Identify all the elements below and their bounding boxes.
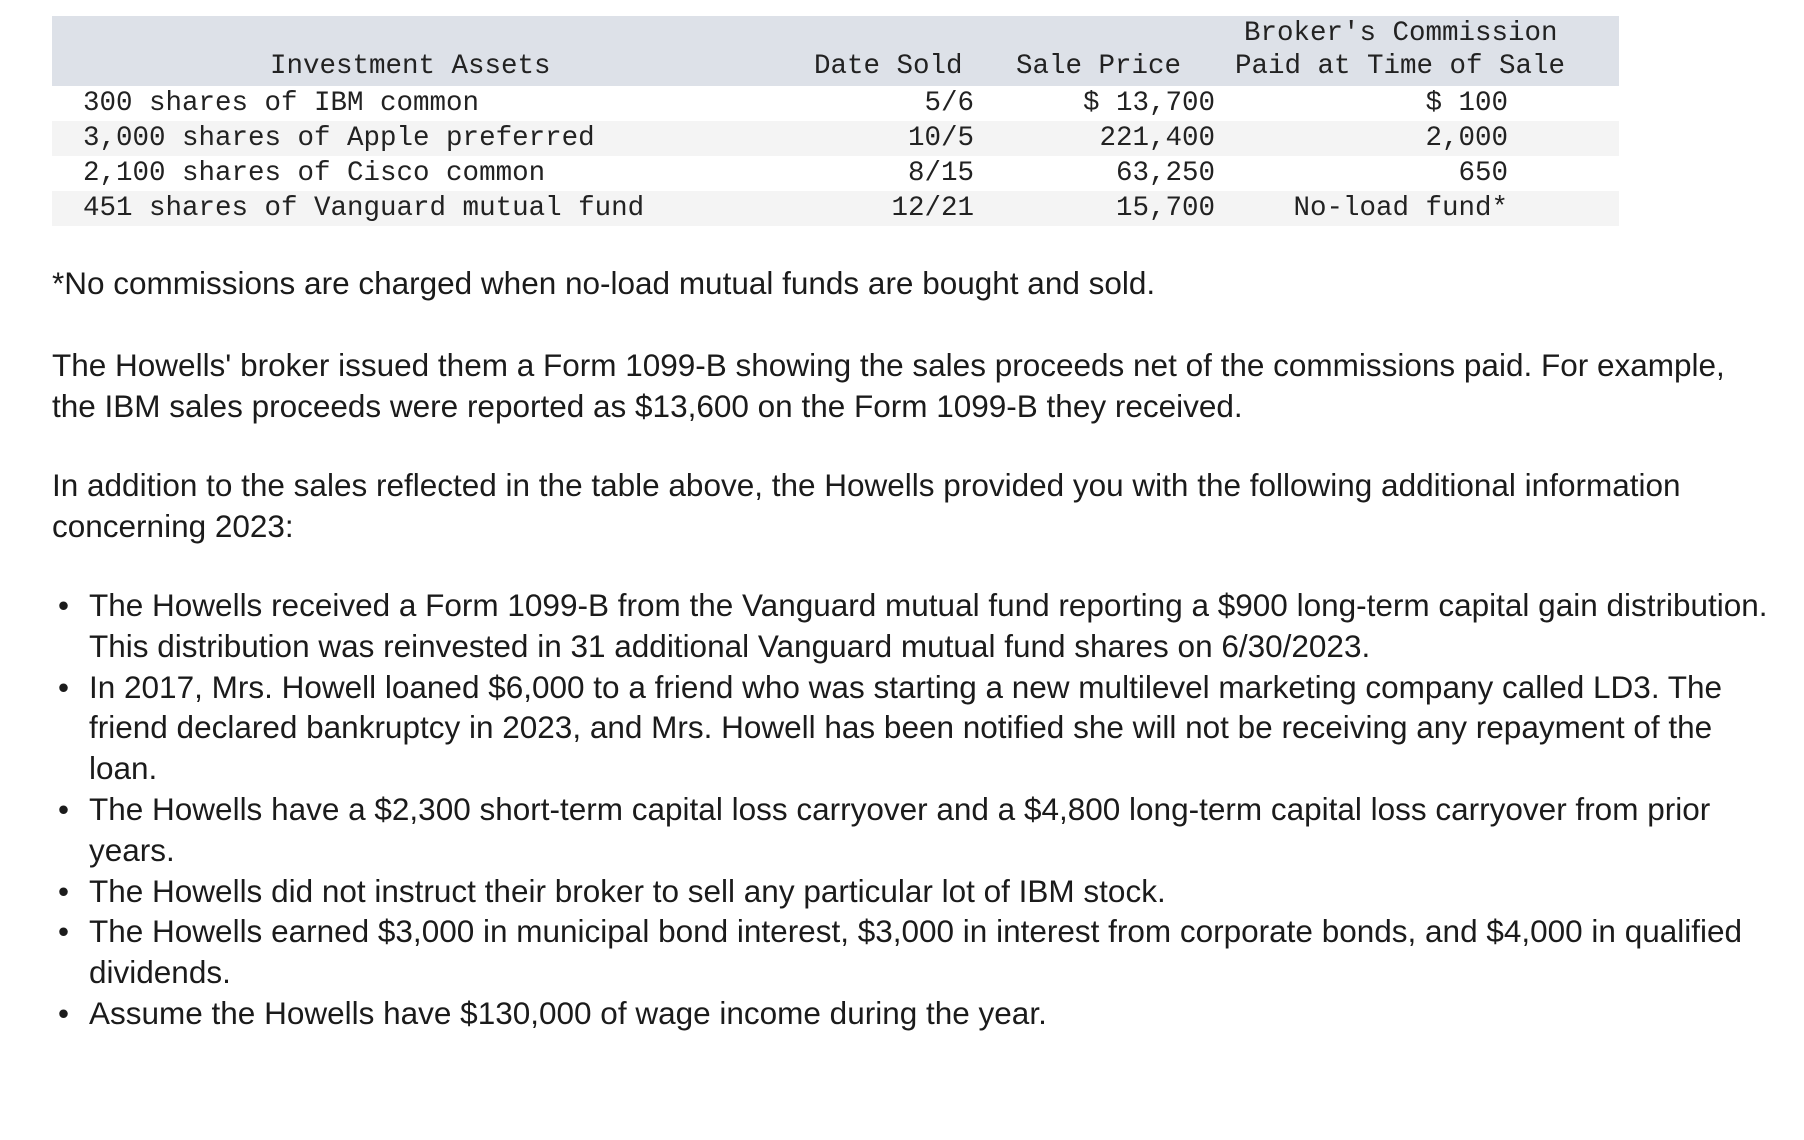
cell-price: 63,250 xyxy=(1115,158,1215,189)
list-item: • Assume the Howells have $130,000 of wage income during the year. xyxy=(52,993,1782,1034)
cell-price: 221,400 xyxy=(1099,123,1215,154)
additional-info-list xyxy=(52,585,1782,1034)
cell-commission: No-load fund* xyxy=(1293,193,1508,224)
paragraph-additional-info: In addition to the sales reflected in the table above, the Howells provided you with the following additional information concerning 2023: xyxy=(52,467,1681,544)
cell-date: 8/15 xyxy=(907,158,974,189)
table-footnote: *No commissions are charged when no-load mutual funds are bought and sold. xyxy=(52,265,1156,301)
cell-commission: $ 100 xyxy=(1425,88,1508,119)
header-commission-line2: Paid at Time of Sale xyxy=(1235,51,1566,82)
investment-sales-table xyxy=(52,16,1619,226)
table-row xyxy=(52,156,1619,191)
cell-date: 5/6 xyxy=(924,88,974,119)
cell-date: 10/5 xyxy=(907,123,974,154)
cell-commission: 650 xyxy=(1458,158,1508,189)
table-body xyxy=(52,86,1619,226)
header-sale-price: Sale Price xyxy=(1016,51,1182,82)
list-item: • The Howells did not instruct their broker to sell any particular lot of IBM stock. xyxy=(52,871,1782,912)
table-header xyxy=(52,16,1619,86)
list-item: • The Howells earned $3,000 in municipal bond interest, $3,000 in interest from corporate bonds, and $4,000 in qualified dividends. xyxy=(52,911,1782,993)
header-investment-assets: Investment Assets xyxy=(270,51,551,82)
cell-price: 15,700 xyxy=(1115,193,1215,224)
table-row xyxy=(52,86,1619,121)
cell-asset: 3,000 shares of Apple preferred xyxy=(83,123,595,154)
cell-date: 12/21 xyxy=(891,193,974,224)
cell-asset: 451 shares of Vanguard mutual fund xyxy=(83,193,645,224)
cell-asset: 300 shares of IBM common xyxy=(83,88,480,119)
list-item: • The Howells received a Form 1099-B from the Vanguard mutual fund reporting a $900 long-term capital gain distribution. This distribution was reinvested in 31 additional Vanguard mutual fund shares on 6/30/2023. xyxy=(52,585,1782,667)
paragraph-form-1099b: The Howells' broker issued them a Form 1099-B showing the sales proceeds net of the commissions paid. For example, the IBM sales proceeds were reported as $13,600 on the Form 1099-B they received. xyxy=(52,347,1725,424)
list-item: • The Howells have a $2,300 short-term capital loss carryover and a $4,800 long-term capital loss carryover from prior years. xyxy=(52,789,1782,871)
list-item: • In 2017, Mrs. Howell loaned $6,000 to a friend who was starting a new multilevel marketing company called LD3. The friend declared bankruptcy in 2023, and Mrs. Howell has been notified she will not be receiving any repayment of the loan. xyxy=(52,667,1782,789)
table-row xyxy=(52,191,1619,226)
cell-commission: 2,000 xyxy=(1425,123,1508,154)
header-date-sold: Date Sold xyxy=(814,51,963,82)
cell-price: $ 13,700 xyxy=(1082,88,1215,119)
table-row xyxy=(52,121,1619,156)
header-commission-line1: Broker's Commission xyxy=(1244,18,1558,49)
cell-asset: 2,100 shares of Cisco common xyxy=(83,158,546,189)
